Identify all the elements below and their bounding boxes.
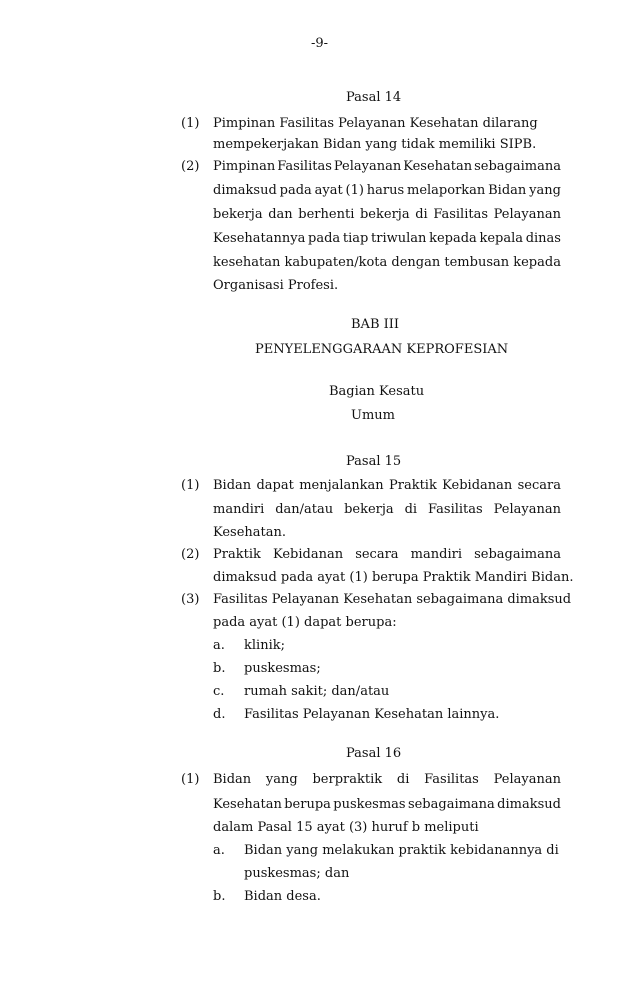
word: Fasilitas <box>428 502 483 517</box>
word: mandiri <box>410 547 462 562</box>
ayat-number: (2) <box>181 159 200 174</box>
list-item: puskesmas; <box>244 661 321 676</box>
word: pada <box>279 183 312 198</box>
word: Kesehatan <box>213 797 282 812</box>
word: di <box>415 207 428 222</box>
bab-subtitle: PENYELENGGARAAN KEPROFESIAN <box>255 342 509 357</box>
paragraph-line: Pimpinan Fasilitas Pelayanan Kesehatan dilarang <box>213 116 538 131</box>
word: Pelayanan <box>333 159 402 174</box>
paragraph-line: Fasilitas Pelayanan Kesehatan sebagaimana dimaksud <box>213 592 572 607</box>
word: tiap <box>342 231 369 246</box>
paragraph-line: dimaksud pada ayat (1) berupa Praktik Mandiri Bidan. <box>213 570 574 585</box>
word: Bidan <box>213 772 252 787</box>
word: bekerja <box>213 207 263 222</box>
word: dimaksud <box>497 797 561 812</box>
word: Fasilitas <box>277 159 332 174</box>
list-item: Bidan yang melakukan praktik kebidanannya di <box>244 843 559 858</box>
word: mandiri <box>213 502 265 517</box>
word: Bidan <box>213 478 252 493</box>
word: Kesehatan <box>403 159 473 174</box>
word: (1) <box>345 183 364 198</box>
word: Kebidanan <box>272 547 344 562</box>
list-item-letter: d. <box>213 707 226 722</box>
word: kepala <box>479 231 524 246</box>
list-item: rumah sakit; dan/atau <box>244 684 390 699</box>
word: triwulan <box>371 231 427 246</box>
justified-line <box>213 502 561 517</box>
word: yang <box>265 772 298 787</box>
word: sebagaimana <box>474 159 561 174</box>
word: Pelayanan <box>493 502 561 517</box>
list-item-letter: c. <box>213 684 225 699</box>
list-item-continuation: puskesmas; dan <box>244 866 350 881</box>
ayat-number: (1) <box>181 772 200 787</box>
justified-line <box>213 159 561 174</box>
word: secara <box>517 478 561 493</box>
word: Fasilitas <box>433 207 488 222</box>
word: Pelayanan <box>493 772 561 787</box>
ayat-number: (1) <box>181 478 200 493</box>
word: Pimpinan <box>213 159 276 174</box>
bab-title: BAB III <box>351 317 400 332</box>
justified-line <box>213 772 561 787</box>
word: Kebidanan <box>442 478 513 493</box>
word: Praktik <box>388 478 437 493</box>
paragraph-line: mempekerjakan Bidan yang tidak memiliki SIPB. <box>213 137 537 152</box>
word: Fasilitas <box>424 772 479 787</box>
ayat-number: (3) <box>181 592 200 607</box>
paragraph-line: pada ayat (1) dapat berupa: <box>213 615 397 630</box>
page-number: -9- <box>311 36 329 51</box>
justified-line <box>213 547 561 562</box>
paragraph-line: Kesehatan. <box>213 525 287 540</box>
pasal-15-title: Pasal 15 <box>346 454 402 469</box>
word: bekerja <box>359 207 410 222</box>
word: melaporkan <box>407 183 486 198</box>
word: dimaksud <box>213 183 277 198</box>
word: kepada <box>513 255 561 270</box>
list-item-letter: b. <box>213 661 226 676</box>
pasal-16-title: Pasal 16 <box>346 746 402 761</box>
word: kesehatan <box>213 255 281 270</box>
word: dinas <box>525 231 561 246</box>
word: dan/atau <box>275 502 334 517</box>
word: kabupaten/kota <box>284 255 388 270</box>
word: di <box>404 502 418 517</box>
word: Praktik <box>213 547 261 562</box>
word: kepada <box>429 231 477 246</box>
justified-line <box>213 478 561 493</box>
word: berupa <box>284 797 331 812</box>
word: di <box>396 772 410 787</box>
bagian-subtitle: Umum <box>351 408 395 423</box>
justified-line <box>213 255 561 270</box>
word: secara <box>355 547 399 562</box>
word: Kesehatannya <box>213 231 306 246</box>
list-item-letter: a. <box>213 638 225 653</box>
word: berpraktik <box>312 772 383 787</box>
justified-line <box>213 183 561 198</box>
word: berhenti <box>298 207 355 222</box>
ayat-number: (1) <box>181 116 200 131</box>
word: ayat <box>314 183 343 198</box>
word: menjalankan <box>299 478 384 493</box>
justified-line <box>213 231 561 246</box>
word: puskesmas <box>333 797 406 812</box>
word: Pelayanan <box>493 207 561 222</box>
paragraph-line: Organisasi Profesi. <box>213 278 339 293</box>
pasal-14-title: Pasal 14 <box>346 90 402 105</box>
paragraph-line: dalam Pasal 15 ayat (3) huruf b meliputi <box>213 820 479 835</box>
word: tembusan <box>444 255 510 270</box>
word: pada <box>308 231 341 246</box>
bagian-title: Bagian Kesatu <box>329 384 425 399</box>
justified-line <box>213 797 561 812</box>
word: sebagaimana <box>407 797 495 812</box>
list-item-letter: b. <box>213 889 226 904</box>
list-item: Bidan desa. <box>244 889 321 904</box>
word: sebagaimana <box>474 547 561 562</box>
word: Bidan <box>488 183 527 198</box>
list-item: Fasilitas Pelayanan Kesehatan lainnya. <box>244 707 500 722</box>
word: dapat <box>256 478 294 493</box>
justified-line <box>213 207 561 222</box>
word: harus <box>366 183 405 198</box>
word: bekerja <box>344 502 394 517</box>
list-item-letter: a. <box>213 843 225 858</box>
list-item: klinik; <box>244 638 285 653</box>
word: dan <box>268 207 293 222</box>
ayat-number: (2) <box>181 547 200 562</box>
word: dengan <box>391 255 441 270</box>
word: yang <box>529 183 561 198</box>
